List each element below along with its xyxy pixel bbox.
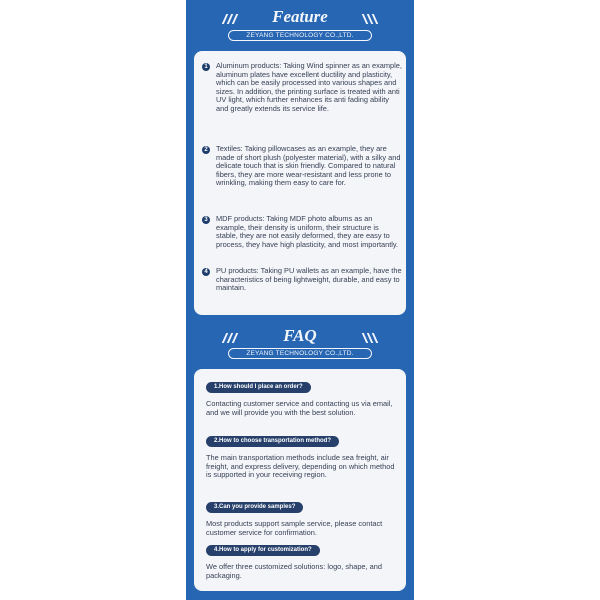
answer-text: We offer three customized solutions: logo, shape, and packaging. <box>206 562 382 580</box>
feature-text: Aluminum products: Taking Wind spinner as an example, aluminum plates have excellent ductility and plasticity, which can be easily processed into various shapes and sizes. In addition, the printing surface is treated with anti UV light, which further enhances its anti fading ability and greatly extends its service life. <box>216 61 402 113</box>
question-tag: 2.How to choose transportation method? <box>206 436 339 447</box>
answer-text: Most products support sample service, please contact customer service for confirmation. <box>206 519 383 537</box>
question-tag: 1.How should I place an order? <box>206 382 311 393</box>
company-pill: ZEYANG TECHNOLOGY CO.,LTD. <box>228 30 372 41</box>
feature-text: Textiles: Taking pillowcases as an example, they are made of short plush (polyester material), with a silky and delicate touch that is skin friendly. Compared to natural fibers, they are more wear-resistant and less prone to wrinkling, making them easy to care for. <box>216 144 401 188</box>
feature-text: PU products: Taking PU wallets as an example, have the characteristics of being lightweight, durable, and easy to maintain. <box>216 266 402 293</box>
feature-header <box>186 4 414 44</box>
faq-header <box>186 323 414 363</box>
company-pill: ZEYANG TECHNOLOGY CO.,LTD. <box>228 348 372 359</box>
answer-text: Contacting customer service and contacting us via email, and we will provide you with the best solution. <box>206 399 393 417</box>
feature-text: MDF products: Taking MDF photo albums as an example, their density is uniform, their structure is stable, they are not easily deformed, they are easy to process, they have high plasticity, and most importantly. <box>216 214 399 249</box>
question-tag: 4.How to apply for customization? <box>206 545 320 556</box>
faq-title: FAQ <box>283 326 317 345</box>
answer-text: The main transportation methods include sea freight, air freight, and express delivery, depending on which method is supported in your receiving region. <box>206 453 395 480</box>
number-badge: 4 <box>202 268 210 276</box>
right-slash-icon <box>362 333 378 343</box>
number-badge: 1 <box>202 63 210 71</box>
right-slash-icon <box>362 14 378 24</box>
number-badge: 3 <box>202 216 210 224</box>
faq-panel <box>194 369 406 591</box>
info-strip <box>186 0 414 600</box>
feature-title: Feature <box>272 7 328 26</box>
number-badge: 2 <box>202 146 210 154</box>
question-tag: 3.Can you provide samples? <box>206 502 303 513</box>
feature-panel <box>194 51 406 315</box>
